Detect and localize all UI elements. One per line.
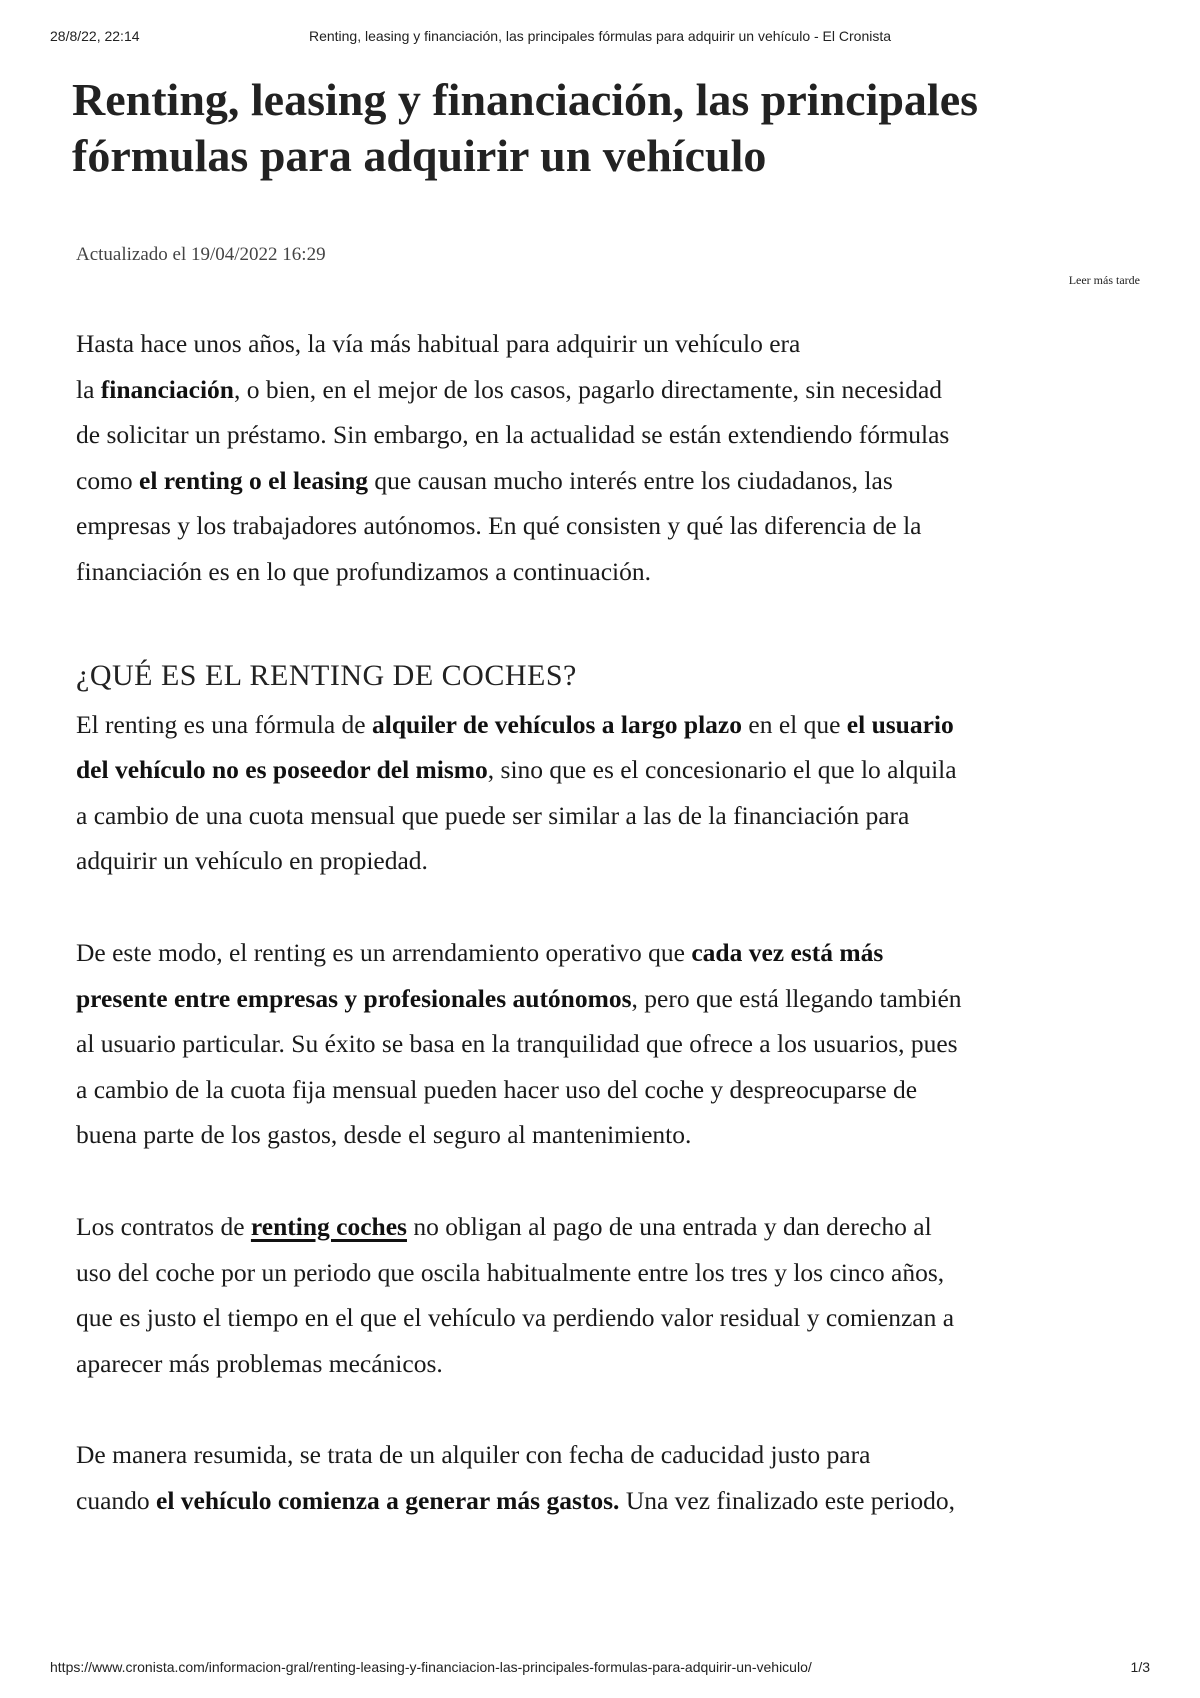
headline-line-1: Renting, leasing y financiación, las principales: [72, 74, 979, 125]
page-number: 1/3: [1130, 1659, 1150, 1675]
bold-financiacion: financiación: [100, 374, 234, 404]
section-heading-renting: ¿QUÉ ES EL RENTING DE COCHES?: [76, 658, 577, 692]
article-headline: [72, 72, 1132, 184]
paragraph-intro: Hasta hace unos años, la vía más habitual para adquirir un vehículo era la financiación, o bien, en el mejor de los casos, pagarlo directamente, sin necesidad de solicitar un préstamo. Sin embargo, en la actualidad se están extendiendo fórmulas como el renting o el leasing que causan mucho interés entre los ciudadanos, las empresas y los trabajadores autónomos. En qué consisten y qué las diferencia de la financiación es en lo que profundizamos a continuación.: [76, 329, 950, 586]
print-url: https://www.cronista.com/informacion-gral/renting-leasing-y-financiacion-las-principales-formulas-para-adquirir-un-vehiculo/: [50, 1659, 812, 1675]
paragraph-contratos: Los contratos de renting coches no obligan al pago de una entrada y dan derecho al uso del coche por un periodo que oscila habitualmente entre los tres y los cinco años, que es justo el tiempo en el que el vehículo va perdiendo valor residual y comienzan a aparecer más problemas mecánicos.: [76, 1211, 955, 1378]
renting-coches-link[interactable]: renting coches: [250, 1211, 407, 1241]
article-body: [76, 321, 1136, 1523]
read-later-button[interactable]: Leer más tarde: [1068, 273, 1140, 287]
bold-renting-leasing: el renting o el leasing: [139, 465, 369, 495]
print-header: [50, 28, 1150, 48]
print-page-title: Renting, leasing y financiación, las principales fórmulas para adquirir un vehículo - El Cronista: [308, 28, 892, 44]
paragraph-resumen: De manera resumida, se trata de un alquiler con fecha de caducidad justo para cuando el vehículo comienza a generar más gastos. Una vez finalizado este periodo,: [76, 1440, 956, 1515]
print-footer: [50, 1659, 1150, 1679]
headline-line-2: fórmulas para adquirir un vehículo: [72, 130, 767, 181]
updated-timestamp: Actualizado el 19/04/2022 16:29: [76, 244, 326, 265]
paragraph-renting-operativo: De este modo, el renting es un arrendamiento operativo que cada vez está más presente entre empresas y profesionales autónomos, pero que está llegando también al usuario particular. Su éxito se basa en la tranquilidad que ofrece a los usuarios, pues a cambio de la cuota fija mensual pueden hacer uso del coche y despreocuparse de buena parte de los gastos, desde el seguro al mantenimiento.: [76, 937, 962, 1150]
print-date: 28/8/22, 22:14: [50, 28, 140, 44]
paragraph-renting-definition: El renting es una fórmula de alquiler de vehículos a largo plazo en el que el usuario del vehículo no es poseedor del mismo, sino que es el concesionario el que lo alquila a cambio de una cuota mensual que puede ser similar a las de la financiación para adquirir un vehículo en propiedad.: [76, 709, 957, 876]
